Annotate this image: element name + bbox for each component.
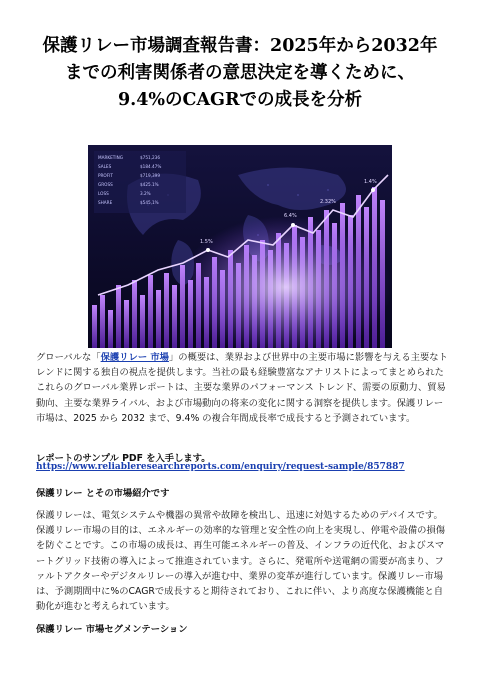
page-title — [20, 33, 460, 114]
market-keyword-link[interactable]: 保護リレー 市場 — [100, 352, 169, 363]
hero-image — [88, 145, 392, 348]
sample-pdf-label: レポートのサンプル PDF を入手します。 — [36, 453, 211, 464]
title-line-3: 9.4%のCAGRでの成長を分析 — [117, 90, 363, 110]
intro-paragraph — [36, 350, 448, 426]
intro-suffix: 」の概要は、業界および世界中の主要市場に影響を与える主要なトレンドに関する独自の視点を提供します。当社の最も経験豊富なアナリストによってまとめられたこれらのグローバル業界レポートは、主要な業界のパフォーマンス トレンド、需要の原動力、貿易動向、主要な業界ライバル、および市場動向の将来の変化に関する洞察を提供します。保護リレー 市場は、2025 から 2032 まで、9.4% の複合年間成長率で成長すると予測されています。 — [36, 352, 448, 424]
financial-chart-illustration — [88, 145, 392, 348]
intro-prefix: グローバルな「 — [36, 352, 101, 363]
section-heading-segmentation: 保護リレー 市場セグメンテーション — [36, 624, 188, 635]
section-intro-paragraph: 保護リレーは、電気システムや機器の異常や故障を検出し、迅速に対処するためのデバイスです。保護リレー市場の目的は、エネルギーの効率的な管理と安全性の向上を実現し、停電や設備の損傷を防ぐことです。この市場の成長は、再生可能エネルギーの普及、インフラの近代化、およびスマートグリッド技術の導入によって推進されています。さらに、発電所や送電網の需要が高まり、ファルトアクターやデジタルリレーの導入が進む中、業界の変革が進行しています。保護リレー市場は、予測期間中に%のCAGRで成長すると期待されており、これに伴い、より高度な保護機能と自動化が進むと考えられています。 — [36, 510, 446, 613]
chart-label-3: 2.32% — [320, 199, 336, 205]
section-heading-intro: 保護リレー とその市場紹介です — [36, 488, 170, 499]
sample-pdf-link[interactable]: https://www.reliableresearchreports.com/enquiry/request-sample/857887 — [36, 462, 405, 472]
title-line-1: 保護リレー市場調査報告書：2025年から2032年 — [42, 36, 438, 56]
chart-label-4: 1.4% — [364, 179, 377, 185]
chart-label-2: 6.4% — [284, 213, 297, 219]
title-line-2: までの利害関係者の意思決定を導くために、 — [65, 63, 415, 83]
chart-label-1: 1.5% — [200, 239, 213, 245]
